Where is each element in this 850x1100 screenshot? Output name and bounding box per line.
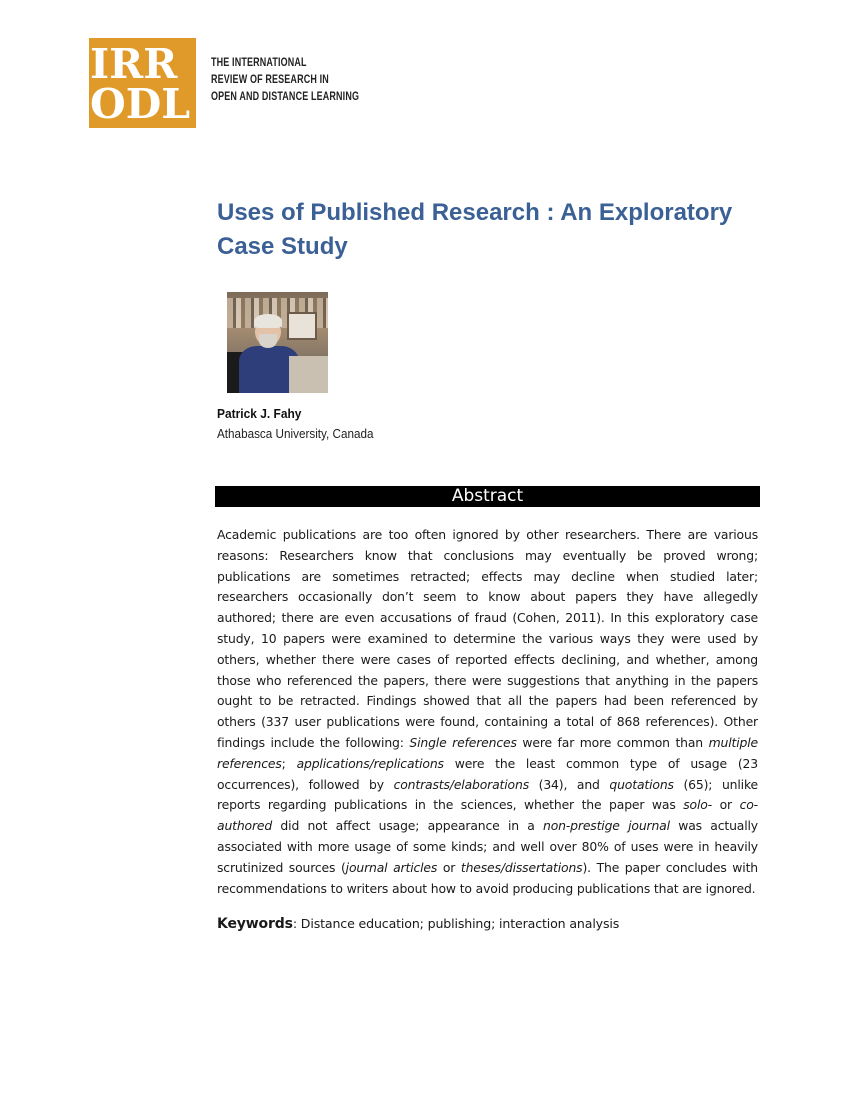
abstract-italic-term: co-authored [217,797,759,834]
abstract-italic-term: journal articles [345,859,438,875]
abstract-text-run: was actually associated with more usage of some kinds; and well over 80% of uses were in heavily scrutinized sources ( [217,818,758,875]
keywords-value: Distance education; publishing; interaction analysis [300,916,620,931]
logo-letters-line2: ODL [90,80,191,128]
keywords-line [217,916,758,932]
abstract-heading: Abstract [215,486,760,507]
article-title: Uses of Published Research : An Exploratory Case Study [217,199,733,260]
abstract-italic-term: non-prestige journal [543,818,670,834]
photo-person-hair [254,314,282,328]
abstract-text-run: - or [707,797,740,813]
abstract-italic-term: Single references [409,734,517,750]
abstract-italic-term: applications/replications [296,755,444,771]
abstract-text-run: ). The paper concludes with recommendations to writers about how to avoid producing publications that are ignored. [217,859,758,896]
journal-name-line1: THE INTERNATIONAL [211,57,307,69]
journal-logo [89,38,360,128]
abstract-text-run: were far more common than [516,734,709,750]
logo-letters [89,38,196,128]
abstract-text-run: (65); unlike reports regarding publications in the sciences, whether the paper was [217,776,759,813]
abstract-text-run: were the least common type of usage (23 occurrences), followed by [217,755,758,792]
abstract-text-run: (34), and [529,776,610,792]
abstract-body [217,525,758,899]
abstract-text-run: or [437,859,461,875]
abstract-text-run: did not affect usage; appearance in a [272,818,543,834]
abstract-italic-term: solo [683,797,708,813]
abstract-italic-term: contrasts/elaborations [393,776,529,792]
author-name: Patrick J. Fahy [217,406,302,421]
journal-name-line3: OPEN AND DISTANCE LEARNING [211,91,360,103]
author-photo [227,292,328,393]
journal-name [211,55,359,106]
keywords-separator: : [292,916,301,931]
author-affiliation: Athabasca University, Canada [217,426,374,441]
keywords-label: Keywords [217,916,293,932]
photo-person-beard [259,334,277,348]
photo-frame [287,312,317,340]
abstract-italic-term: multiple references [217,734,758,771]
abstract-text-run: Academic publications are too often ignored by other researchers. There are various reasons: Researchers know that conclusions may eventually be proved wrong; publications are sometimes retracted; effects may decline when studied later; researchers occasionally don’t seem to know about papers they have allegedly authored; there are even accusations of fraud (Cohen, 2011). In this exploratory case study, 10 papers were examined to determine the various ways they were used by others, whether there were cases of reported effects declining, and whether, among those who referenced the papers, there were suggestions that anything in the papers ought to be retracted. Findings showed that all the papers had been referenced by others (337 user publications were found, containing a total of 868 references). Other findings include the following: [217,527,758,750]
photo-desk [289,356,328,393]
abstract-text-run: ; [281,755,297,771]
abstract-italic-term: theses/dissertations [460,859,583,875]
logo-letters-line1: IRR [90,40,178,88]
journal-name-line2: REVIEW OF RESEARCH IN [211,74,329,86]
abstract-italic-term: quotations [609,776,674,792]
